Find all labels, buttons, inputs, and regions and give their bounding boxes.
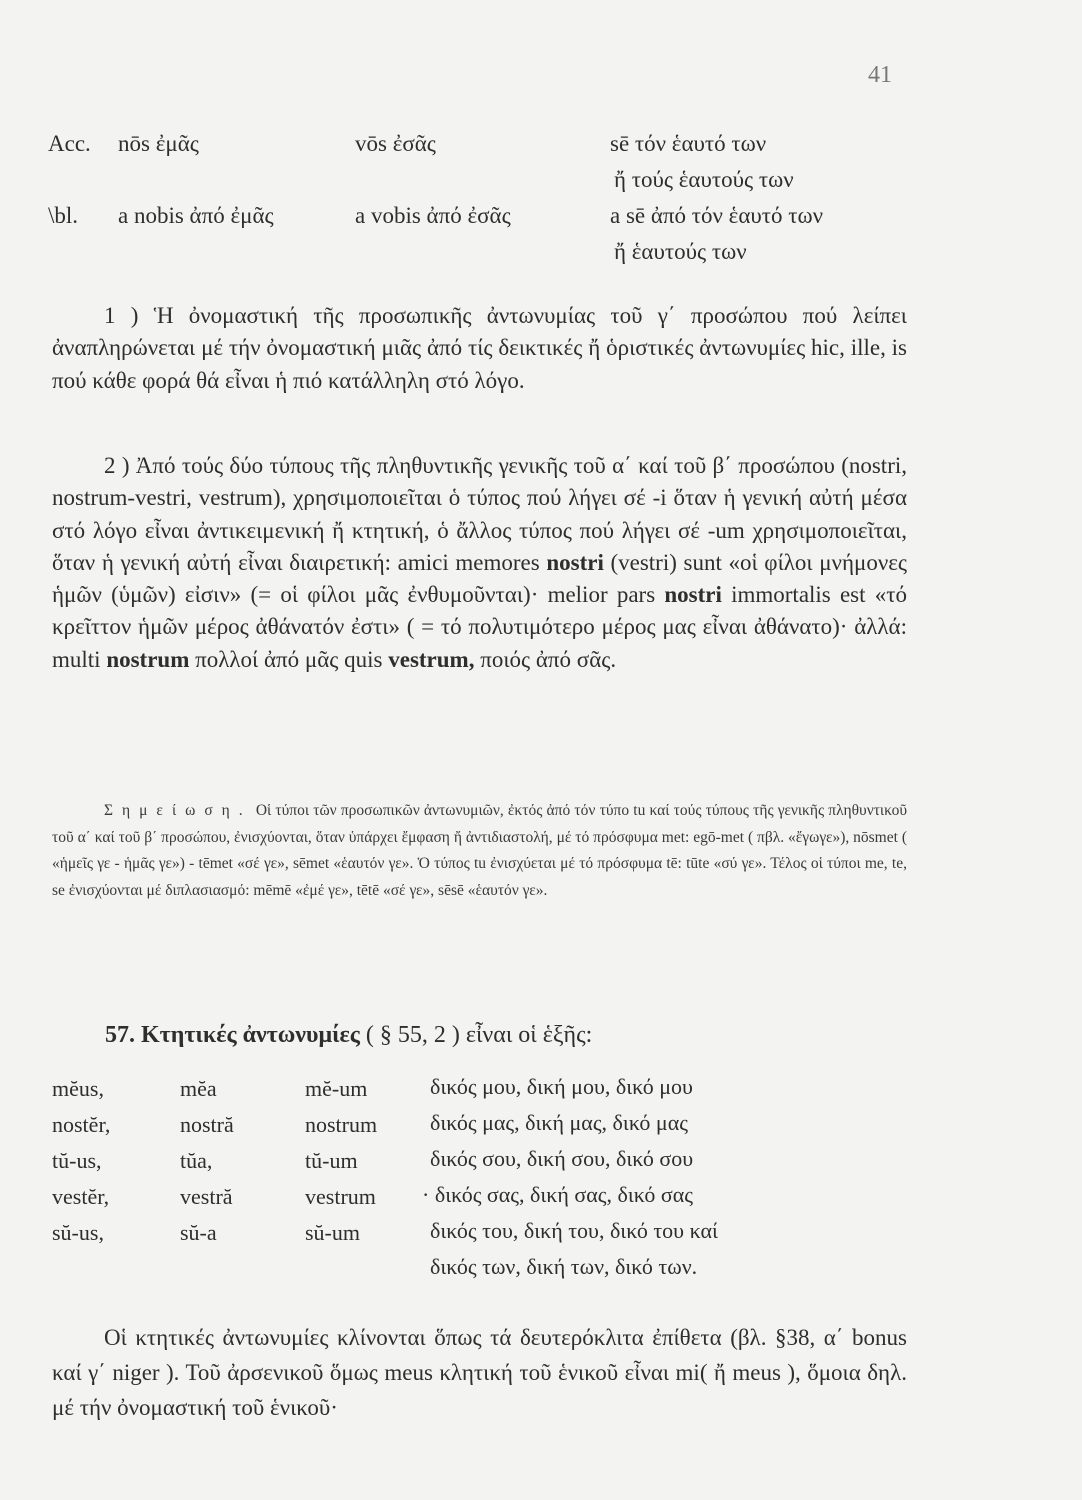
- neut-form: vestrum: [305, 1184, 376, 1209]
- greek-gloss: δικός μας, δική μας, δικό μας: [430, 1110, 688, 1135]
- remark-text: Οἱ τύποι τῶν προσωπικῶν ἀντωνυμιῶν, ἐκτός ἀπό τόν τύπο tu καί τούς τύπους τῆς γενικῆς πληθυντικοῦ τοῦ α΄ καί τοῦ β΄ προσώπου, ἐνισχύονται, ὅταν ὑπάρχει ἔμφαση ἤ ἀντιδιαστολή, μέ τό πρόσφυμα met: egō-met ( πβλ. «ἔγωγε»), nōsmet ( «ἡμεῖς γε - ἡμᾶς γε») - tēmet «σέ γε», sēmet «ἑαυτόν γε». Ὁ τύπος tu ἐνισχύεται μέ τό πρόσφυμα tē: tūte «σύ γε». Τέλος οἱ τύποι me, te, se ἐνισχύονται μέ διπλασιασμό: mēmē «ἐμέ γε», tētē «σέ γε», sēsē «ἑαυτόν γε».: [52, 802, 907, 899]
- masc-form: tŭ-us,: [52, 1148, 102, 1173]
- greek-gloss: δικός σου, δική σου, δικό σου: [430, 1146, 694, 1171]
- p2-bold-nostri-2: nostri: [664, 582, 722, 608]
- decl-abl-second: a vobis ἀπό ἐσᾶς: [355, 203, 511, 228]
- decl-abl-third-alt: ἤ ἑαυτούς των: [614, 239, 747, 264]
- closing-paragraph: Οἱ κτητικές ἀντωνυμίες κλίνονται ὅπως τά δευτερόκλιτα ἐπίθετα (βλ. §38, α΄ bonus καί γ΄ niger ). Τοῦ ἀρσενικοῦ ὅμως meus κλητική τοῦ ἑνικοῦ εἶναι mi( ἤ meus ), ὅμοια δηλ. μέ τήν ὀνομαστική τοῦ ἑνικοῦ·: [52, 1325, 907, 1420]
- decl-abl-first: a nobis ἀπό ἐμᾶς: [118, 203, 274, 228]
- masc-form: sŭ-us,: [52, 1220, 104, 1245]
- neut-form: tŭ-um: [305, 1148, 358, 1173]
- decl-acc-case: Acc.: [48, 131, 91, 156]
- masc-form: mĕus,: [52, 1076, 104, 1101]
- greek-gloss: δικός των, δική των, δικό των.: [430, 1254, 698, 1279]
- section-57-heading: [105, 1022, 592, 1049]
- p2-text-2: (vestri) sunt «οἱ φίλοι μνήμονες ἡμῶν (ὑμῶν) εἰσιν» (= οἱ φίλοι μᾶς ἐνθυμοῦνται)· melior pars: [52, 549, 907, 608]
- greek-gloss: δικός του, δική του, δικό του καί: [430, 1218, 718, 1243]
- remark-label: Σημείωση.: [104, 802, 252, 819]
- section-title: Κτητικές ἀντωνυμίες: [141, 1022, 360, 1048]
- p2-text-1: 2 ) Ἀπό τούς δύο τύπους τῆς πληθυντικῆς γενικῆς τοῦ α΄ καί τοῦ β΄ προσώπου (nostri, nostrum-vestri, vestrum), χρησιμοποιεῖται ὁ τύπος πού λήγει σέ -i ὅταν ἡ γενική αὐτή μέσα στό λόγο εἶναι ἀντικειμενική ἤ κτητική, ὁ ἄλλος τύπος πού λήγει σέ -um χρησιμοποιεῖται, ὅταν ἡ γενική αὐτή εἶναι διαιρετική: amici memores: [52, 453, 907, 575]
- section-number: 57.: [105, 1022, 135, 1048]
- page-number: 41: [868, 62, 892, 88]
- fem-form: mĕa: [180, 1076, 217, 1101]
- greek-gloss: δικός μου, δική μου, δικό μου: [430, 1074, 693, 1099]
- neut-form: mĕ-um: [305, 1076, 368, 1101]
- remark-note: [52, 798, 907, 904]
- decl-acc-first: nōs ἐμᾶς: [118, 131, 199, 156]
- decl-acc-third-alt: ἤ τούς ἑαυτούς των: [614, 167, 794, 192]
- masc-form: nostĕr,: [52, 1112, 111, 1137]
- decl-abl-case: \bl.: [48, 203, 79, 228]
- p2-bold-nostrum: nostrum: [106, 646, 190, 672]
- fem-form: sŭ-a: [180, 1220, 217, 1245]
- p2-bold-vestrum: vestrum,: [388, 646, 475, 672]
- paragraph-note-1: 1 ) Ἡ ὀνομαστική τῆς προσωπικῆς ἀντωνυμίας τοῦ γ΄ προσώπου πού λείπει ἀναπληρώνεται μέ τήν ὀνομαστική μιᾶς ἀπό τίς δεικτικές ἤ ὁριστικές ἀντωνυμίες hic, ille, is πού κάθε φορά θά εἶναι ἡ πιό κατάλληλη στό λόγο.: [52, 303, 907, 393]
- greek-gloss: · δικός σας, δική σας, δικό σας: [422, 1182, 693, 1207]
- neut-form: nostrum: [305, 1112, 378, 1137]
- p2-text-5: ποιός ἀπό σᾶς.: [474, 646, 617, 672]
- p2-text-3: immortalis est «τό κρεῖττον ἡμῶν μέρος ἀθάνατόν ἐστι» ( = τό πολυτιμότερο μέρος μας εἶναι ἀθάνατο)· ἀλλά: multi: [52, 582, 907, 672]
- masc-form: vestĕr,: [52, 1184, 110, 1209]
- fem-form: nostră: [180, 1112, 234, 1137]
- neut-form: sŭ-um: [305, 1220, 360, 1245]
- p2-bold-nostri: nostri: [546, 549, 604, 575]
- decl-acc-third: sē τόν ἑαυτό των: [610, 131, 767, 156]
- decl-abl-third: a sē ἀπό τόν ἑαυτό των: [610, 203, 824, 228]
- paragraph-note-2: [52, 450, 907, 676]
- section-title-rest: ( § 55, 2 ) εἶναι οἱ ἑξῆς:: [359, 1022, 593, 1048]
- fem-form: vestră: [180, 1184, 233, 1209]
- fem-form: tŭa,: [180, 1148, 213, 1173]
- decl-acc-second: vōs ἐσᾶς: [355, 131, 436, 156]
- p2-text-4: πολλοί ἀπό μᾶς quis: [189, 646, 389, 672]
